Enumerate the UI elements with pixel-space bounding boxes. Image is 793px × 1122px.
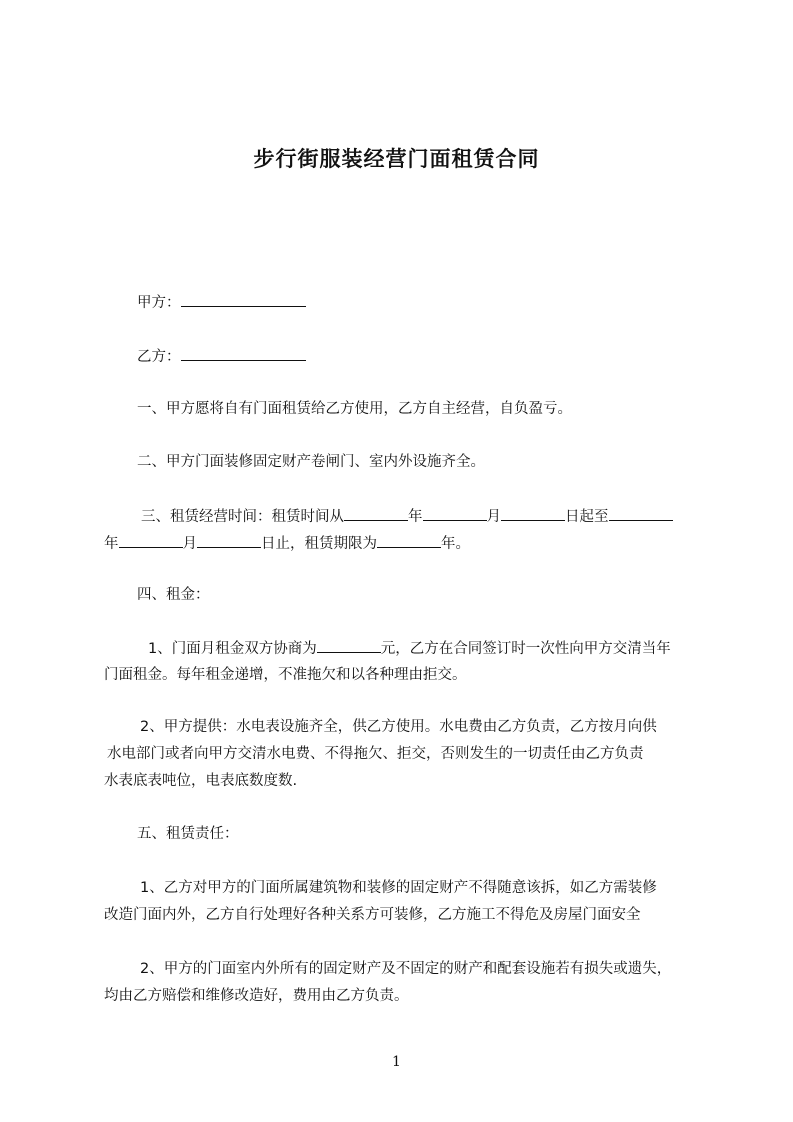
- blank: [501, 506, 565, 521]
- clause-4-item-2-line-1: 2、甲方提供：水电表设施齐全，供乙方使用。水电费由乙方负责，乙方按月向供: [140, 719, 657, 735]
- clause-5-item-1-line-1: 1、乙方对甲方的门面所属建筑物和装修的固定财产不得随意该拆，如乙方需装修: [140, 880, 657, 896]
- clause-3-year-2: 年: [104, 536, 119, 552]
- blank: [609, 506, 673, 521]
- clause-5-item-2-line-1: 2、甲方的门面室内外所有的固定财产及不固定的财产和配套设施若有损失或遗失，: [140, 961, 672, 977]
- clause-3-line-2: [104, 533, 470, 554]
- clause-4-item-1-b: 元，乙方在合同签订时一次性向甲方交清当年: [380, 641, 671, 657]
- clause-5-item-1-line-2: 改造门面内外，乙方自行处理好各种关系方可装修，乙方施工不得危及房屋门面安全: [104, 907, 641, 923]
- clause-3-line-1: [141, 506, 673, 527]
- party-b-label: 乙方：: [137, 349, 181, 365]
- party-b-line: [137, 346, 306, 367]
- clause-4-item-2-line-3: 水表底表吨位，电表底数度数.: [104, 773, 298, 789]
- party-b-blank: [181, 346, 306, 361]
- clause-3-year: 年: [408, 509, 423, 525]
- blank: [423, 506, 487, 521]
- party-a-line: [137, 292, 306, 313]
- clause-5-heading: 五、租赁责任：: [137, 826, 239, 842]
- party-a-label: 甲方：: [137, 295, 181, 311]
- party-a-blank: [181, 292, 306, 307]
- clause-1: 一、甲方愿将自有门面租赁给乙方使用，乙方自主经营，自负盈亏。: [137, 401, 572, 417]
- document-title: 步行街服装经营门面租赁合同: [253, 147, 540, 171]
- clause-3-month-2: 月: [182, 536, 197, 552]
- clause-5-item-2-line-2: 均由乙方赔偿和维修改造好，费用由乙方负责。: [104, 988, 409, 1004]
- blank: [344, 506, 408, 521]
- clause-2: 二、甲方门面装修固定财产卷闸门、室内外设施齐全。: [137, 454, 485, 470]
- blank: [197, 533, 261, 548]
- clause-3-years-end: 年。: [441, 536, 470, 552]
- clause-4-item-1-a: 1、门面月租金双方协商为: [148, 641, 317, 657]
- clause-4-heading: 四、租金：: [137, 587, 210, 603]
- clause-4-item-1-line-2: 门面租金。每年租金递增，不准拖欠和以各种理由拒交。: [104, 667, 467, 683]
- clause-3-text-a: 三、租赁经营时间：租赁时间从: [141, 509, 344, 525]
- clause-3-day-to: 日止，租赁期限为: [261, 536, 377, 552]
- blank: [377, 533, 441, 548]
- blank: [119, 533, 183, 548]
- blank: [317, 638, 381, 653]
- clause-3-month: 月: [486, 509, 501, 525]
- clause-3-day-from: 日起至: [565, 509, 609, 525]
- clause-4-item-2-line-2: 水电部门或者向甲方交清水电费、不得拖欠、拒交，否则发生的一切责任由乙方负责: [107, 746, 644, 762]
- page-number: 1: [392, 1054, 401, 1070]
- clause-4-item-1-line-1: [148, 638, 671, 659]
